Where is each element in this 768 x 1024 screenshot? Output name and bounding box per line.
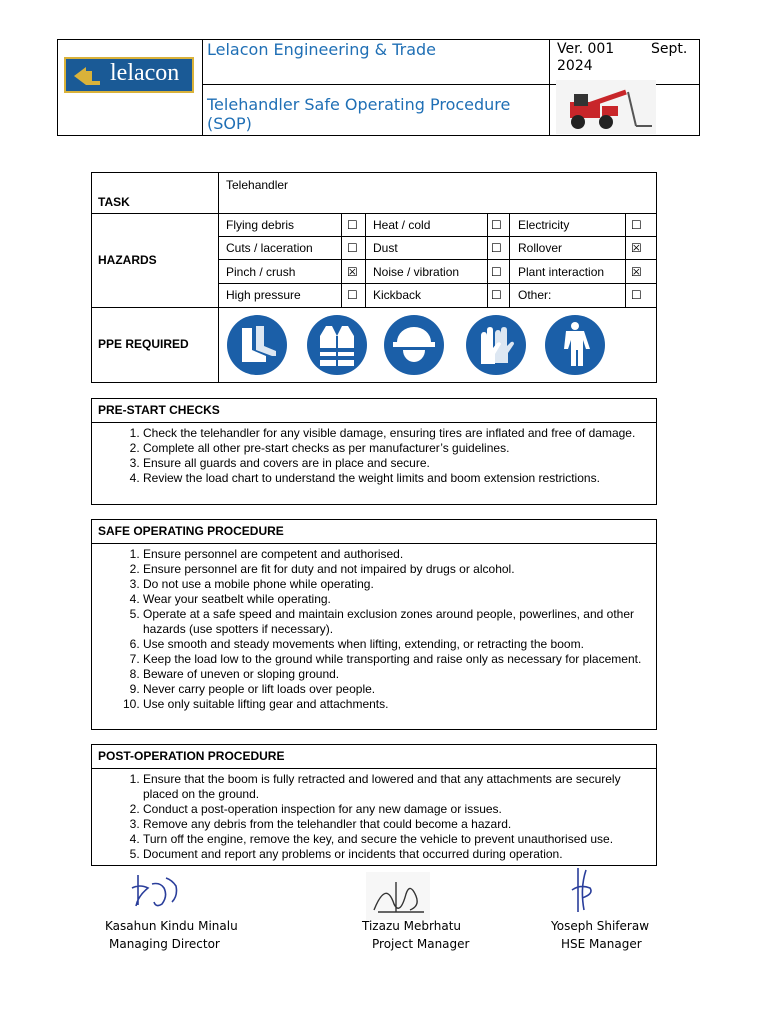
list-item: 3. Remove any debris from the telehandler that could become a hazard. [143,817,642,832]
list-item: 1. Ensure that the boom is fully retracted and lowered and that any attachments are securely placed on the ground. [143,772,642,802]
hazard-checkbox[interactable]: ☐ [347,218,358,232]
hazard-checkbox[interactable]: ☒ [631,265,642,279]
signature-project-manager [366,872,430,920]
list-item: 8. Beware of uneven or sloping ground. [143,667,642,682]
list-item: 2. Conduct a post-operation inspection for any new damage or issues. [143,802,642,817]
signatory-role: Project Manager [372,937,470,951]
list-item: 2. Ensure personnel are fit for duty and not impaired by drugs or alcohol. [143,562,642,577]
list-item: 10. Use only suitable lifting gear and attachments. [143,697,642,712]
list-item: 1. Check the telehandler for any visible damage, ensuring tires are inflated and free of damage. [143,426,642,441]
ppe-label: PPE REQUIRED [98,337,189,351]
date-month: Sept. [651,41,688,57]
list-item: 3. Ensure all guards and covers are in place and secure. [143,456,642,471]
list-item: 2. Complete all other pre-start checks as per manufacturer’s guidelines. [143,441,642,456]
logo-text: lelacon [110,60,180,86]
gloves-icon [465,314,527,376]
section-heading: POST-OPERATION PROCEDURE [98,749,285,763]
logo-mark-icon [72,65,102,87]
hazard-checkbox[interactable]: ☐ [491,218,502,232]
list-item: 9. Never carry people or lift loads over people. [143,682,642,697]
hazard-label: Dust [373,241,398,255]
hazard-label: Cuts / laceration [226,241,313,255]
hazard-checkbox[interactable]: ☐ [491,288,502,302]
task-label: TASK [98,195,130,209]
version-number: Ver. 001 [557,41,615,57]
hazard-label: Other: [518,288,552,302]
hazard-checkbox[interactable]: ☐ [347,241,358,255]
hazard-checkbox[interactable]: ☐ [491,241,502,255]
hazard-label: High pressure [226,288,301,302]
hazards-label: HAZARDS [98,253,157,267]
hazard-checkbox[interactable]: ☐ [631,288,642,302]
signature-managing-director [128,870,188,916]
hazard-label: Noise / vibration [373,265,460,279]
safe-operating-procedure-section [91,519,657,730]
list-item: 4. Turn off the engine, remove the key, and secure the vehicle to prevent unauthorised use. [143,832,642,847]
hazard-label: Electricity [518,218,570,232]
list-item: 7. Keep the load low to the ground while transporting and raise only as necessary for placement. [143,652,642,667]
list-item: 1. Ensure personnel are competent and authorised. [143,547,642,562]
signatory-role: HSE Manager [561,937,642,951]
hi-vis-vest-icon [306,314,368,376]
section-heading: SAFE OPERATING PROCEDURE [98,524,284,538]
signatory-name: Yoseph Shiferaw [551,919,650,933]
coveralls-icon [544,314,606,376]
company-logo [64,57,194,93]
list-item: 3. Do not use a mobile phone while operating. [143,577,642,592]
hazard-checkbox[interactable]: ☒ [631,241,642,255]
hazard-checkbox[interactable]: ☐ [631,218,642,232]
signature-hse-manager [568,864,596,916]
hazard-label: Kickback [373,288,422,302]
hazard-label: Plant interaction [518,265,605,279]
hazard-checkbox[interactable]: ☒ [347,265,358,279]
task-value: Telehandler [226,178,289,192]
list-item: 5. Document and report any problems or incidents that occurred during operation. [143,847,642,862]
signatory-name: Tizazu Mebrhatu [362,919,462,933]
date-year: 2024 [557,58,593,74]
signatory-name: Kasahun Kindu Minalu [105,919,238,933]
list-item: 5. Operate at a safe speed and maintain exclusion zones around people, powerlines, and other hazards (use spotters if necessary). [143,607,642,637]
hazard-label: Pinch / crush [226,265,296,279]
pre-start-checks-section [91,398,657,505]
post-operation-procedure-section [91,744,657,866]
hazard-checkbox[interactable]: ☐ [347,288,358,302]
list-item: 6. Use smooth and steady movements when lifting, extending, or retracting the boom. [143,637,642,652]
hazard-label: Heat / cold [373,218,431,232]
hazard-label: Flying debris [226,218,295,232]
telehandler-image [556,80,656,134]
hard-hat-icon [383,314,445,376]
hazard-label: Rollover [518,241,563,255]
safety-boots-icon [226,314,288,376]
section-heading: PRE-START CHECKS [98,403,220,417]
document-title: Telehandler Safe Operating Procedure (SOP) [207,95,511,133]
task-hazard-table [91,172,657,383]
list-item: 4. Review the load chart to understand the weight limits and boom extension restrictions. [143,471,642,486]
signatory-role: Managing Director [109,937,220,951]
hazard-checkbox[interactable]: ☐ [491,265,502,279]
list-item: 4. Wear your seatbelt while operating. [143,592,642,607]
company-name: Lelacon Engineering & Trade [207,40,436,59]
